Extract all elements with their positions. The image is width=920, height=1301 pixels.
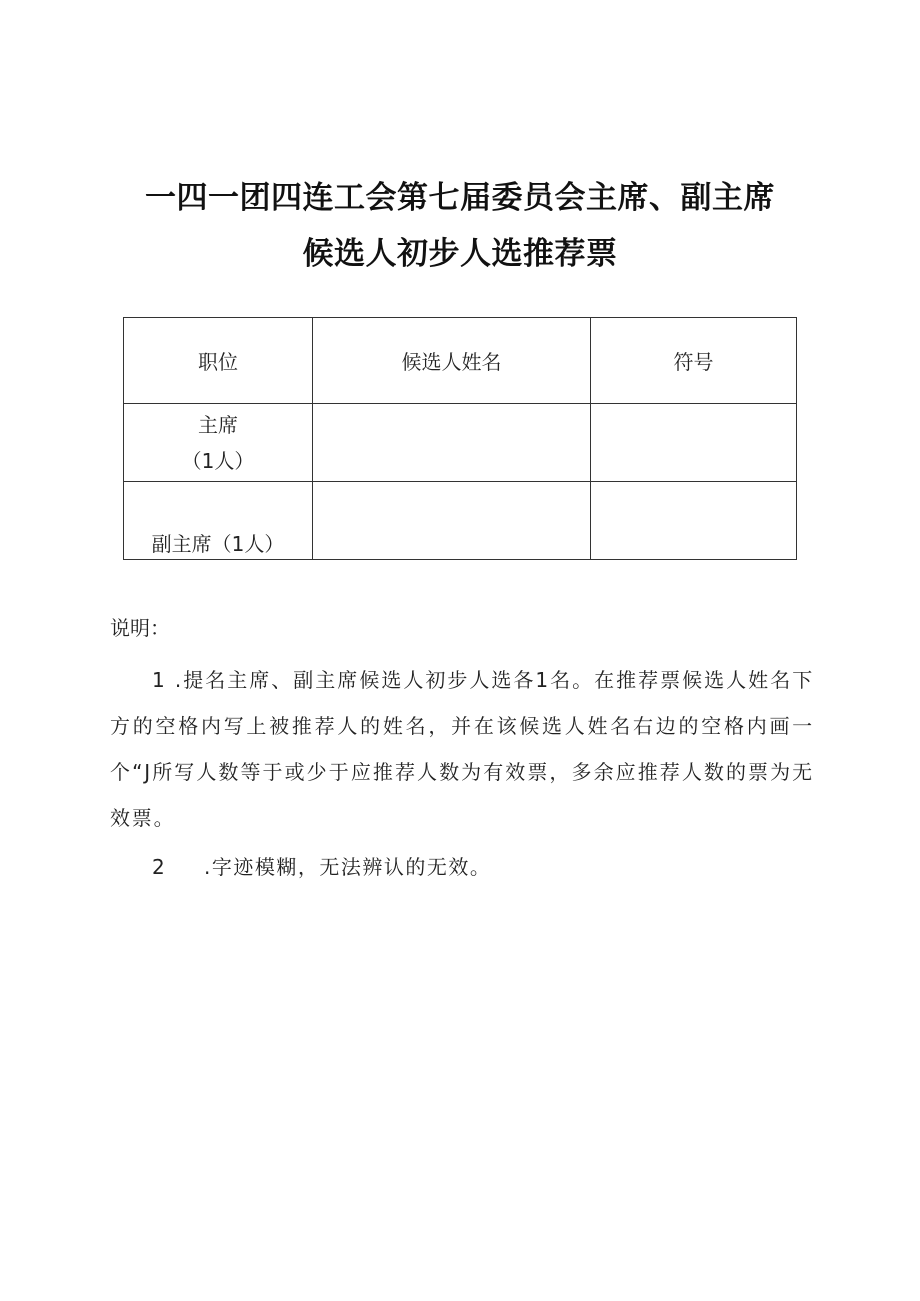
table-row-chairman — [124, 404, 797, 482]
notes-section — [110, 612, 814, 880]
note-item-1: 1 .提名主席、副主席候选人初步人选各1名。在推荐票候选人姓名下方的空格内写上被推荐人的姓名，并在该候选人姓名右边的空格内画一个“J所写人数等于或少于应推荐人数为有效票，多余应推荐人数的票为无效票。 — [110, 668, 814, 830]
header-candidate-name: 候选人姓名 — [313, 318, 591, 404]
note-item-2-text: .字迹模糊，无法辨认的无效。 — [204, 855, 492, 879]
position-chairman-title: 主席 — [198, 412, 238, 437]
position-chairman-count: （1人） — [181, 448, 255, 473]
header-symbol: 符号 — [591, 318, 797, 404]
notes-heading: 说明： — [110, 616, 170, 640]
document-title-line-2: 候选人初步人选推荐票 — [302, 236, 618, 272]
table-row-vice-chairman — [124, 482, 797, 560]
document-title-line-1: 一四一团四连工会第七届委员会主席、副主席 — [145, 180, 775, 216]
position-chairman — [124, 404, 313, 482]
table-header-row — [124, 318, 797, 404]
note-item-2-number: 2 — [152, 855, 167, 879]
note-item-2 — [110, 851, 814, 880]
position-vice-chairman-label: 副主席（1人） — [151, 532, 285, 556]
chairman-symbol-field[interactable] — [591, 404, 797, 482]
header-position: 职位 — [124, 318, 313, 404]
ballot-table — [123, 317, 797, 560]
chairman-name-field[interactable] — [313, 404, 591, 482]
vice-chairman-name-field[interactable] — [313, 482, 591, 560]
position-vice-chairman — [124, 482, 313, 560]
vice-chairman-symbol-field[interactable] — [591, 482, 797, 560]
